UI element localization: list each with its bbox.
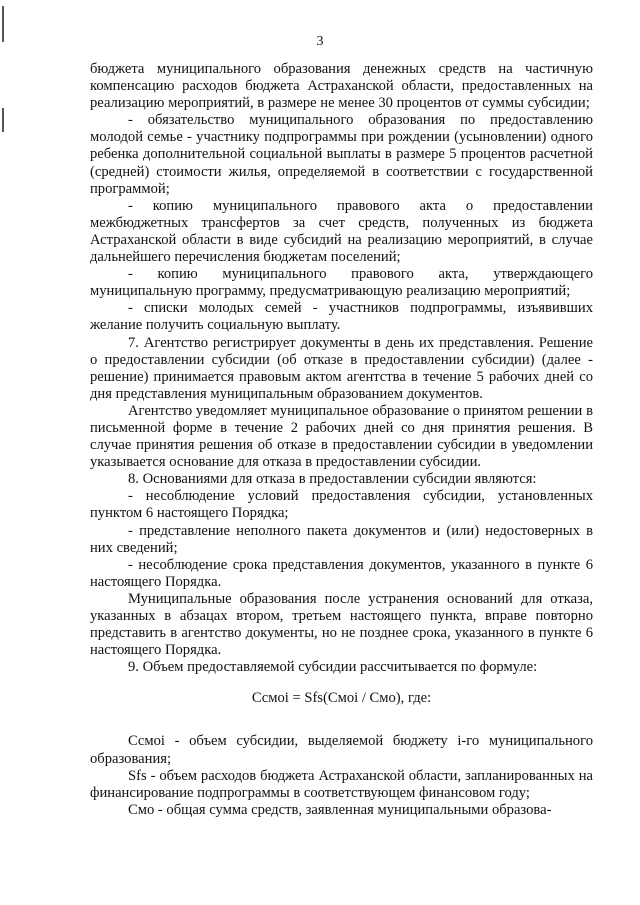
definition: Ссмоi - объем субсидии, выделяемой бюджету i-го муниципального образования; <box>90 733 593 767</box>
paragraph: - представление неполного пакета документов и (или) недостоверных в них сведений; <box>90 522 593 556</box>
scan-edge-mark <box>2 108 4 132</box>
paragraph: 9. Объем предоставляемой субсидии рассчитывается по формуле: <box>128 659 538 676</box>
paragraph: бюджета муниципального образования денежных средств на частичную компенсацию расходов бюджета Астраханской области, предоставленных на реализацию мероприятий, в размере не менее 30 процентов от суммы субсидии; <box>90 61 593 112</box>
paragraph: 7. Агентство регистрирует документы в день их представления. Решение о предоставлении субсидии (об отказе в предоставлении субсидии) (далее - решение) принимается правовым актом агентства в течение 5 рабочих дней со дня представления муниципальным образованием документов. <box>90 334 593 402</box>
paragraph: - несоблюдение срока представления документов, указанного в пункте 6 настоящего Порядка. <box>90 556 593 590</box>
paragraph: Муниципальные образования после устранения оснований для отказа, указанных в абзацах втором, третьем настоящего пункта, вправе повторно представить в агентство документы, но не позднее срока, указанного в пункте 6 настоящего Порядка. <box>90 590 593 659</box>
paragraph: - обязательство муниципального образования по предоставлению молодой семье - участнику подпрограммы при рождении (усыновлении) одного ребенка дополнительной социальной выплаты в размере 5 процентов расчетной (средней) стоимости жилья, определяемой в соответствии с государственной программой; <box>90 112 593 197</box>
definition: Смо - общая сумма средств, заявленная муниципальными образова- <box>128 801 552 818</box>
definition: Sfs - объем расходов бюджета Астраханской области, запланированных на финансирование подпрограммы в соответствующем финансовом году; <box>90 767 593 801</box>
document-body <box>90 61 593 819</box>
paragraph: - копию муниципального правового акта, утверждающего муниципальную программу, предусматривающую реализацию мероприятий; <box>90 266 593 300</box>
page-number: 3 <box>316 34 324 49</box>
paragraph: - несоблюдение условий предоставления субсидии, установленных пунктом 6 настоящего Порядка; <box>90 488 593 522</box>
paragraph: - копию муниципального правового акта о предоставлении межбюджетных трансфертов за счет средств, полученных из бюджета Астраханской области в виде субсидий на реализацию мероприятий, в случае дальнейшего перечисления бюджетам поселений; <box>90 197 593 266</box>
paragraph: 8. Основаниями для отказа в предоставлении субсидии являются: <box>128 471 537 488</box>
formula: Ссмоi = Sfs(Смоi / Смо), где: <box>251 690 432 707</box>
paragraph: Агентство уведомляет муниципальное образование о принятом решении в письменной форме в течение 2 рабочих дней со дня принятия решения. В случае принятия решения об отказе в предоставлении субсидии в уведомлении указывается основание для отказа в предоставлении субсидии. <box>90 402 593 471</box>
paragraph: - списки молодых семей - участников подпрограммы, изъявивших желание получить социальную выплату. <box>90 300 593 334</box>
